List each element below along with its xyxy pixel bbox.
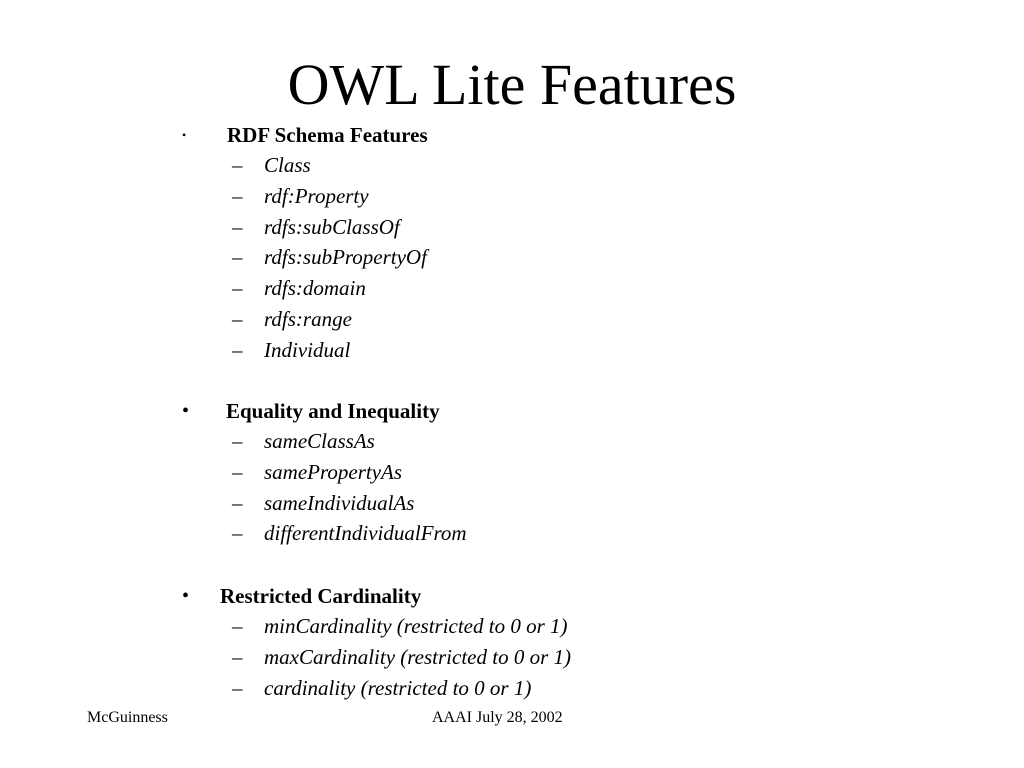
section-title: Restricted Cardinality: [220, 584, 422, 608]
section-title: RDF Schema Features: [227, 123, 428, 147]
dash-icon: –: [232, 429, 243, 453]
dash-icon: –: [232, 675, 243, 700]
dash-icon: –: [232, 644, 243, 669]
section-title: Equality and Inequality: [226, 399, 440, 423]
dash-icon: –: [232, 276, 243, 301]
list-item-text: samePropertyAs: [264, 459, 403, 484]
footer-venue-date: AAAI July 28, 2002: [432, 709, 563, 726]
list-item-text: rdfs:range: [264, 306, 352, 331]
list-item-text: Individual: [264, 337, 351, 362]
dash-icon: –: [232, 245, 243, 270]
list-item-text: sameClassAs: [264, 429, 375, 453]
dash-icon: –: [232, 614, 243, 638]
dash-icon: –: [232, 337, 243, 362]
bullet-icon: •: [182, 585, 190, 607]
list-item-text: sameIndividualAs: [264, 490, 415, 515]
list-item-text: differentIndividualFrom: [264, 521, 467, 546]
footer-author: McGuinness: [87, 709, 168, 726]
slide-title: OWL Lite Features: [287, 52, 737, 117]
list-item-text: maxCardinality (restricted to 0 or 1): [264, 644, 571, 669]
list-item-text: Class: [264, 153, 311, 177]
dash-icon: –: [232, 183, 243, 208]
bullet-icon: •: [182, 400, 190, 422]
dash-icon: –: [232, 459, 243, 484]
list-item-text: rdfs:subClassOf: [264, 214, 400, 239]
list-item-text: rdfs:subPropertyOf: [264, 245, 427, 270]
dash-icon: –: [232, 490, 243, 515]
dash-icon: –: [232, 153, 243, 177]
dash-icon: –: [232, 521, 243, 546]
list-item-text: rdf:Property: [264, 183, 369, 208]
bullet-icon: •: [182, 128, 187, 142]
list-item-text: minCardinality (restricted to 0 or 1): [264, 614, 568, 638]
dash-icon: –: [232, 306, 243, 331]
list-item-text: cardinality (restricted to 0 or 1): [264, 675, 532, 700]
list-item-text: rdfs:domain: [264, 276, 366, 301]
dash-icon: –: [232, 214, 243, 239]
